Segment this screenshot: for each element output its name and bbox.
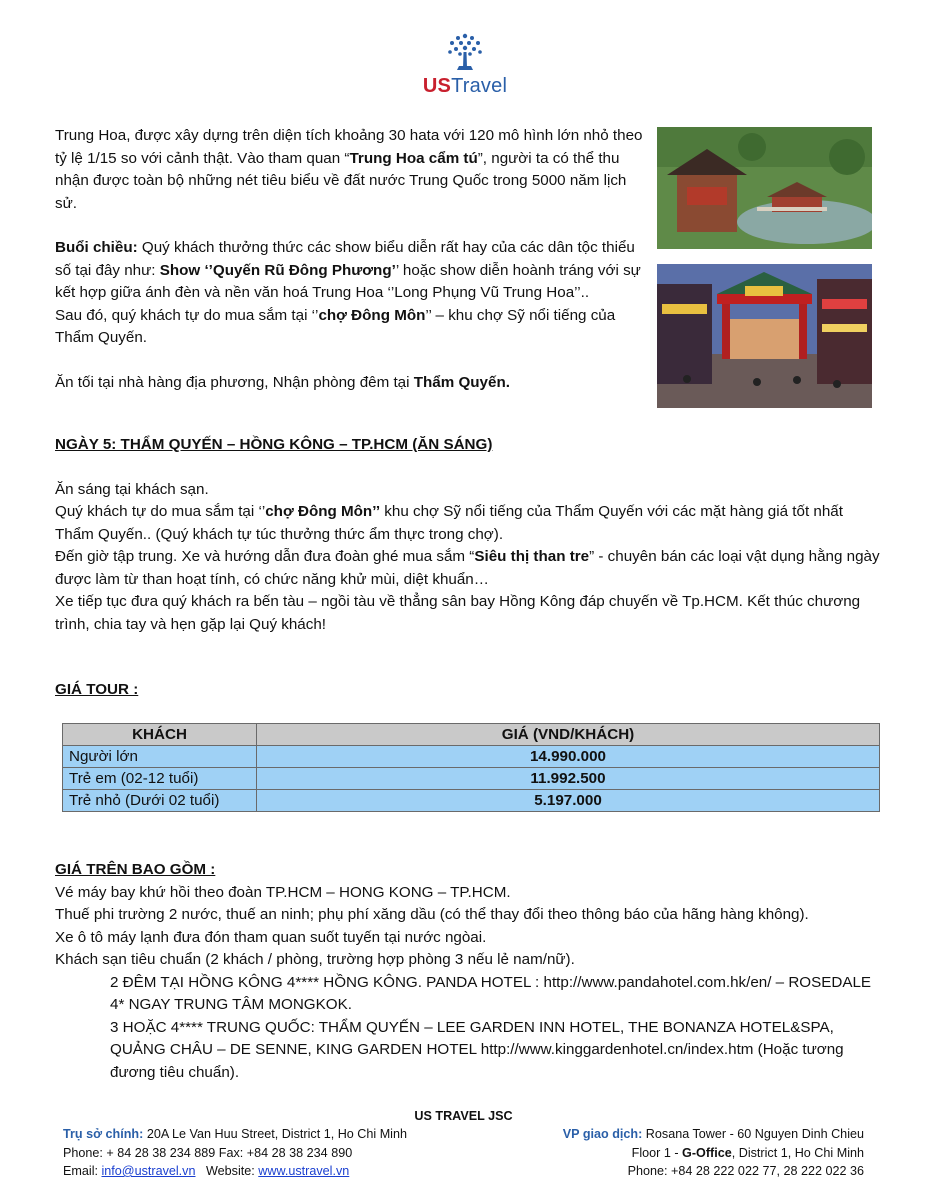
guest-cell: Trẻ nhỏ (Dưới 02 tuổi) xyxy=(63,790,257,812)
photo-dongmen-market xyxy=(657,264,872,408)
brand-name: USTravel xyxy=(422,75,508,97)
paragraph: Đến giờ tập trung. Xe và hướng dẫn đưa đoàn ghé mua sắm “Siêu thị than tre” - chuyên bán các loại vật dụng hằng ngày được làm từ than hoạt tính, có chức năng khử mùi, diệt khuẩn… xyxy=(55,548,880,588)
head-office-info: Trụ sở chính: 20A Le Van Huu Street, District 1, Ho Chi Minh Phone: + 84 28 38 234 889 Fax: +84 28 38 234 890 Email: info@ustravel.vn Website: www.ustravel.vn xyxy=(63,1127,407,1178)
list-item: Thuế phi trường 2 nước, thuế an ninh; phụ phí xăng dầu (có thể thay đổi theo thông báo của hãng hàng không). xyxy=(55,906,809,923)
paragraph: Trung Hoa, được xây dựng trên diện tích khoảng 30 hata với 120 mô hình lớn nhỏ theo tỷ lệ 1/15 so với cảnh thật. Vào tham quan “Trung Hoa cẩm tú”, người ta có thể thu nhận được toàn bộ những nét tiêu biểu về đất nước Trung Quốc trong 5000 năm lịch sử. xyxy=(55,127,643,212)
table-header-row xyxy=(63,724,880,746)
hq-label: Trụ sở chính: xyxy=(63,1127,144,1141)
paragraph: Ăn tối tại nhà hàng địa phương, Nhận phòng đêm tại Thẩm Quyến. xyxy=(55,373,510,391)
tree-icon xyxy=(443,30,487,74)
paragraph: Ăn sáng tại khách sạn. xyxy=(55,480,209,498)
paragraph: Quý khách tự do mua sắm tại ‘’chợ Đông Môn’’ khu chợ Sỹ nổi tiếng của Thẩm Quyến với các mặt hàng giá tốt nhất Thẩm Quyến.. (Quý khách tự túc thưởng thức ẩm thực trong chợ). xyxy=(55,503,843,543)
guest-cell: Người lớn xyxy=(63,746,257,768)
office-phone: Phone: +84 28 222 022 77, 28 222 022 36 xyxy=(627,1164,864,1178)
table-row xyxy=(63,768,880,790)
office-info: VP giao dịch: Rosana Tower - 60 Nguyen Dinh Chieu Floor 1 - G-Office, District 1, Ho Chi Minh Phone: +84 28 222 022 77, 28 222 022 36 xyxy=(563,1125,864,1181)
header-price: GIÁ (VND/KHÁCH) xyxy=(257,724,880,746)
photo-splendid-china xyxy=(657,127,872,249)
table-row xyxy=(63,746,880,768)
includes-heading: GIÁ TRÊN BAO GỒM : xyxy=(55,861,216,878)
price-table xyxy=(62,723,880,812)
website-link[interactable]: www.ustravel.vn xyxy=(258,1164,350,1178)
list-item: Vé máy bay khứ hồi theo đoàn TP.HCM – HONG KONG – TP.HCM. xyxy=(55,883,511,901)
guest-cell: Trẻ em (02-12 tuổi) xyxy=(63,768,257,790)
office-label: VP giao dịch: xyxy=(562,1127,643,1141)
price-section xyxy=(55,679,885,702)
paragraph: Sau đó, quý khách tự do mua sắm tại ‘’chợ Đông Môn’’ – khu chợ Sỹ nổi tiếng của Thẩm Quyến. xyxy=(55,306,616,346)
day5-section xyxy=(55,434,885,636)
list-item: Xe ô tô máy lạnh đưa đón tham quan suốt tuyến tại nước ngòai. xyxy=(55,928,487,946)
email-link[interactable]: info@ustravel.vn xyxy=(101,1164,196,1178)
company-name: US TRAVEL JSC xyxy=(414,1109,513,1123)
list-item: Khách sạn tiêu chuẩn (2 khách / phòng, trường hợp phòng 3 nếu lẻ nam/nữ). xyxy=(55,951,575,968)
price-cell: 11.992.500 xyxy=(257,768,880,790)
header-guest: KHÁCH xyxy=(63,724,257,746)
includes-section xyxy=(55,859,885,1084)
list-item: 2 ĐÊM TẠI HỒNG KÔNG 4**** HỒNG KÔNG. PANDA HOTEL : http://www.pandahotel.com.hk/en/ – ROSEDALE 4* NGAY TRUNG TÂM MONGKOK. xyxy=(110,973,872,1013)
table-row xyxy=(63,790,880,812)
list-item: 3 HOẶC 4**** TRUNG QUỐC: THẨM QUYẾN – LEE GARDEN INN HOTEL, THE BONANZA HOTEL&SPA, QUẢNG CHÂU – DE SENNE, KING GARDEN HOTEL http://www.kinggardenhotel.cn/index.htm (Hoặc tương đương tiêu chuẩn). xyxy=(110,1018,844,1081)
price-cell: 14.990.000 xyxy=(257,746,880,768)
logo xyxy=(410,30,520,100)
intro-section xyxy=(55,125,645,394)
paragraph: Xe tiếp tục đưa quý khách ra bến tàu – ngồi tàu về thẳng sân bay Hồng Kông đáp chuyến về Tp.HCM. Kết thúc chương trình, chia tay và hẹn gặp lại Quý khách! xyxy=(55,593,861,633)
day5-heading: NGÀY 5: THẨM QUYẾN – HỒNG KÔNG – TP.HCM (ĂN SÁNG) xyxy=(55,436,493,453)
phone-fax: Phone: + 84 28 38 234 889 Fax: +84 28 38 234 890 xyxy=(63,1145,353,1160)
price-cell: 5.197.000 xyxy=(257,790,880,812)
paragraph: Buổi chiều: Quý khách thưởng thức các show biểu diễn rất hay của các dân tộc thiểu số tại đây như: Show ‘’Quyến Rũ Đông Phương’’ hoặc show diễn hoành tráng với sự kết hợp giữa ánh đèn và nền văn hoá Trung Hoa ‘’Long Phụng Vũ Trung Hoa’’.. xyxy=(55,239,641,301)
price-heading: GIÁ TOUR : xyxy=(55,681,139,698)
